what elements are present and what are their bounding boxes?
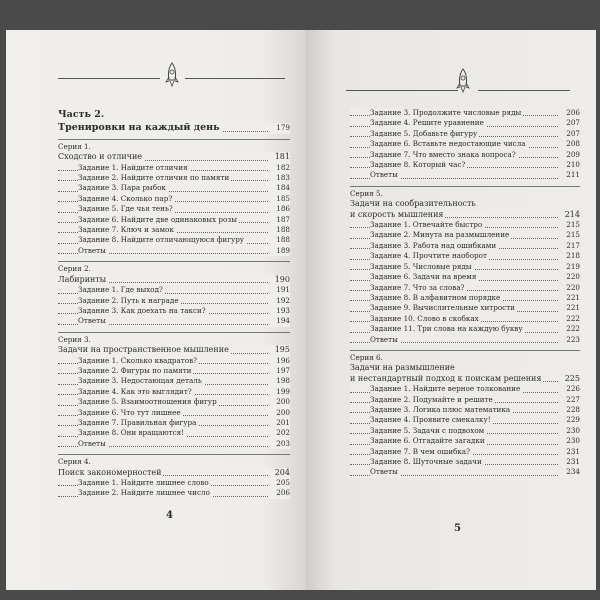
right-page <box>306 30 596 590</box>
toc-task-row[interactable] <box>350 467 580 477</box>
series-title-line: Задачи на размышление <box>350 363 455 373</box>
toc-entry-text: Задание 1. Где выход? <box>78 285 163 295</box>
toc-page-number: 218 <box>566 251 580 261</box>
toc-task-row[interactable] <box>350 314 580 324</box>
book-spread <box>6 30 596 590</box>
toc-page-number: 200 <box>276 407 290 417</box>
toc-entry-text: Задание 6. Отгадайте загадки <box>370 436 485 446</box>
toc-task-row[interactable] <box>350 272 580 282</box>
toc-entry-text: Задание 4. Прочтите наоборот <box>370 251 487 261</box>
series-label: Серия 6. <box>350 352 383 362</box>
toc-page-number: 231 <box>566 457 580 466</box>
toc-page-number: 182 <box>276 162 290 172</box>
toc-page-number: 199 <box>276 386 290 396</box>
toc-page-number: 225 <box>564 373 580 383</box>
toc-entry-text: Задание 3. Как доехать на такси? <box>78 305 206 315</box>
series-label: Серия 4. <box>58 457 91 467</box>
toc-task-row[interactable] <box>58 397 290 407</box>
toc-entry-text: Ответы <box>370 170 398 180</box>
header-rule-left <box>58 78 160 79</box>
rocket-icon <box>454 68 472 94</box>
toc-task-row[interactable] <box>58 173 290 183</box>
toc-page-number: 193 <box>276 305 290 315</box>
toc-entry-text: Задание 5. Добавьте фигуру <box>370 128 478 138</box>
series-divider <box>58 454 290 455</box>
toc-page-number: 186 <box>276 204 290 214</box>
table-of-contents-right <box>350 108 580 478</box>
table-of-contents-left <box>58 110 290 499</box>
toc-entry-text: Ответы <box>78 245 106 255</box>
toc-task-row[interactable] <box>350 230 580 240</box>
toc-task-row[interactable] <box>58 306 290 316</box>
toc-task-row[interactable] <box>350 160 580 170</box>
series-divider <box>350 350 580 351</box>
toc-page-number: 208 <box>566 139 580 149</box>
toc-entry-text: Задание 5. Взаимоотношения фигур <box>78 397 217 407</box>
toc-page-number: 204 <box>274 467 290 477</box>
toc-page-number: 215 <box>566 220 580 230</box>
toc-page-number: 184 <box>276 183 290 193</box>
toc-page-number: 221 <box>566 303 580 313</box>
toc-page-number: 214 <box>564 209 580 219</box>
toc-page-number: 227 <box>566 394 580 404</box>
toc-entry-text: Задание 7. Что за слова? <box>370 282 465 292</box>
toc-page-number: 231 <box>566 446 580 456</box>
toc-page-number: 221 <box>566 292 580 302</box>
toc-entry-text: Задание 4. Решите уравнение <box>370 118 484 128</box>
toc-entry-text: Задание 1. Отвечайте быстро <box>370 220 483 230</box>
toc-page-number: 229 <box>566 415 580 425</box>
page-number-right: 5 <box>454 523 461 534</box>
toc-task-row[interactable] <box>350 324 580 334</box>
toc-task-row[interactable] <box>58 296 290 306</box>
toc-entry-text: Поиск закономерностей <box>58 467 162 477</box>
toc-task-row[interactable] <box>350 335 580 345</box>
toc-task-row[interactable] <box>58 488 290 498</box>
toc-series-title-row[interactable] <box>58 468 290 478</box>
toc-entry-text: Ответы <box>78 316 106 326</box>
toc-task-row[interactable] <box>58 387 290 397</box>
toc-page-number: 209 <box>566 149 580 159</box>
toc-task-row[interactable] <box>58 316 290 326</box>
toc-entry-text: Задание 2. Фигуры по памяти <box>78 365 192 375</box>
toc-entry-text: Задание 6. Вставьте недостающие числа <box>370 139 526 149</box>
toc-page-number: 194 <box>276 316 290 326</box>
toc-entry-text: Задание 7. В чем ошибка? <box>370 446 470 456</box>
toc-entry-text: Задание 8. Найдите отличающуюся фигуру <box>78 235 245 245</box>
toc-task-row[interactable] <box>58 418 290 428</box>
toc-entry-text: Задание 6. Что тут лишнее <box>78 407 181 417</box>
toc-page-number: 201 <box>276 417 290 427</box>
toc-page-number: 222 <box>566 313 580 323</box>
toc-task-row[interactable] <box>350 426 580 436</box>
toc-task-row[interactable] <box>350 395 580 405</box>
toc-page-number: 223 <box>566 334 580 344</box>
toc-task-row[interactable] <box>58 366 290 376</box>
toc-entry-text: Задание 3. Недостающая деталь <box>78 376 202 386</box>
toc-page-number: 206 <box>276 488 290 498</box>
toc-entry-text: Задание 11. Три слова на каждую букву <box>370 324 523 334</box>
toc-task-row[interactable] <box>350 129 580 139</box>
toc-page-number: 228 <box>566 404 580 414</box>
toc-page-number: 234 <box>566 467 580 477</box>
toc-page-number: 230 <box>566 425 580 435</box>
toc-page-number: 200 <box>276 397 290 407</box>
toc-page-number: 198 <box>276 376 290 386</box>
toc-entry-text: Задание 8. Они вращаются! <box>78 428 185 438</box>
toc-page-number: 192 <box>276 295 290 305</box>
toc-entry-text: и скорость мышления <box>350 209 444 219</box>
toc-page-number: 230 <box>566 436 580 446</box>
toc-page-number: 206 <box>566 108 580 117</box>
toc-page-number: 188 <box>276 225 290 235</box>
toc-page-number: 197 <box>276 365 290 375</box>
toc-entry-text: Задание 5. Задачи с подвохом <box>370 425 485 435</box>
toc-task-row[interactable] <box>350 303 580 313</box>
toc-entry-text: Задание 3. Продолжите числовые ряды <box>370 108 522 117</box>
toc-page-number: 203 <box>276 438 290 448</box>
toc-entry-text: Задание 8. Шуточные задачи <box>370 457 482 466</box>
toc-entry-text: Ответы <box>370 334 398 344</box>
toc-entry-text: Задание 5. Числовые ряды <box>370 261 472 271</box>
toc-task-row[interactable] <box>58 225 290 235</box>
toc-entry-text: Задание 8. В алфавитном порядке <box>370 292 501 302</box>
toc-page-number: 219 <box>566 261 580 271</box>
toc-entry-text: Задание 2. Путь к награде <box>78 295 179 305</box>
toc-task-row[interactable] <box>350 293 580 303</box>
toc-task-row[interactable] <box>58 478 290 488</box>
series-label: Серия 1. <box>58 141 91 151</box>
toc-entry-text: Задачи на пространственное мышление <box>58 345 229 355</box>
toc-series-title-row[interactable] <box>58 275 290 285</box>
toc-task-row[interactable] <box>58 376 290 386</box>
toc-row[interactable] <box>58 123 290 133</box>
toc-entry-text: Задание 5. Где чья тень? <box>78 204 173 214</box>
toc-page-number: 220 <box>566 272 580 282</box>
toc-page-number: 211 <box>566 170 580 180</box>
page-ref: 179 <box>276 123 290 133</box>
toc-entry-text: Задание 6. Найдите две одинаковых розы <box>78 214 237 224</box>
toc-page-number: 187 <box>276 214 290 224</box>
toc-page-number: 196 <box>276 355 290 365</box>
toc-entry-text: Задание 8. Который час? <box>370 160 466 170</box>
toc-entry-text: Задание 10. Слово в скобках <box>370 313 479 323</box>
toc-page-number: 189 <box>276 245 290 255</box>
toc-task-row[interactable] <box>58 204 290 214</box>
series-label: Серия 2. <box>58 264 91 274</box>
toc-entry-text: Задание 1. Найдите отличия <box>78 162 188 172</box>
toc-task-row[interactable] <box>350 447 580 457</box>
page-number-left: 4 <box>166 510 173 521</box>
toc-page-number: 222 <box>566 324 580 334</box>
toc-page-number: 226 <box>566 384 580 394</box>
toc-entry-text: Задание 2. Подумайте и решите <box>370 394 493 404</box>
toc-page-number: 190 <box>274 274 290 284</box>
series-title-line: Задачи на сообразительность <box>350 199 476 209</box>
series-divider <box>58 332 290 333</box>
toc-page-number: 217 <box>566 240 580 250</box>
toc-entry-text: Задание 4. Проявите смекалку! <box>370 415 491 425</box>
series-divider <box>350 186 580 187</box>
series-divider <box>58 261 290 262</box>
toc-page-number: 202 <box>276 428 290 438</box>
toc-task-row[interactable] <box>58 439 290 449</box>
toc-task-row[interactable] <box>350 118 580 128</box>
toc-entry-text: Задание 6. Задачи на время <box>370 272 477 282</box>
toc-task-row[interactable] <box>58 428 290 438</box>
toc-task-row[interactable] <box>350 251 580 261</box>
toc-entry-text: Задание 4. Как это выглядит? <box>78 386 192 396</box>
toc-page-number: 220 <box>566 282 580 292</box>
toc-entry-text: Задание 2. Найдите отличия по памяти <box>78 173 230 183</box>
toc-page-number: 181 <box>274 152 290 162</box>
toc-entry-text: Задание 1. Найдите лишнее слово <box>78 478 209 487</box>
toc-entry-text: Лабиринты <box>58 274 107 284</box>
toc-task-row[interactable] <box>58 194 290 204</box>
toc-entry-text: Задание 4. Сколько пар? <box>78 193 173 203</box>
toc-task-row[interactable] <box>350 220 580 230</box>
toc-task-row[interactable] <box>350 262 580 272</box>
part-title: Тренировки на каждый день <box>58 123 220 134</box>
toc-entry-text: Ответы <box>78 438 106 448</box>
toc-series-title-row[interactable] <box>350 374 580 384</box>
toc-series-title-row[interactable] <box>58 152 290 162</box>
toc-task-row[interactable] <box>58 183 290 193</box>
toc-entry-text: Задание 7. Правильная фигура <box>78 417 197 427</box>
toc-entry-text: Задание 2. Минута на размышление <box>370 230 510 240</box>
toc-page-number: 195 <box>274 345 290 355</box>
toc-entry-text: Задание 9. Вычислительные хитрости <box>370 303 515 313</box>
series-label: Серия 3. <box>58 334 91 344</box>
toc-entry-text: и нестандартный подход к поискам решения <box>350 373 542 383</box>
toc-task-row[interactable] <box>350 283 580 293</box>
toc-page-number: 188 <box>276 235 290 245</box>
toc-entry-text: Задание 3. Логика плюс математика <box>370 404 511 414</box>
toc-page-number: 191 <box>276 285 290 295</box>
toc-entry-text: Задание 3. Пара рыбок <box>78 183 166 193</box>
toc-task-row[interactable] <box>350 415 580 425</box>
part-label: Часть 2. <box>58 109 105 120</box>
toc-page-number: 207 <box>566 128 580 138</box>
toc-entry-text: Ответы <box>370 467 398 477</box>
toc-entry-text: Задание 7. Что вместо знака вопроса? <box>370 149 516 159</box>
toc-series-title-row[interactable] <box>350 210 580 220</box>
toc-page-number: 210 <box>566 160 580 170</box>
toc-task-row[interactable] <box>58 246 290 256</box>
toc-page-number: 185 <box>276 193 290 203</box>
toc-task-row[interactable] <box>350 436 580 446</box>
toc-series-title-row[interactable] <box>58 345 290 355</box>
toc-task-row[interactable] <box>58 235 290 245</box>
toc-task-row[interactable] <box>350 150 580 160</box>
toc-task-row[interactable] <box>58 163 290 173</box>
left-page <box>6 30 306 590</box>
header-rule-right <box>185 78 285 79</box>
toc-task-row[interactable] <box>350 139 580 149</box>
header-rule-right <box>478 90 570 91</box>
toc-task-row[interactable] <box>58 408 290 418</box>
toc-task-row[interactable] <box>58 215 290 225</box>
toc-task-row[interactable] <box>350 241 580 251</box>
toc-entry-text: Задание 1. Сколько квадратов? <box>78 355 197 365</box>
rocket-icon <box>163 62 181 88</box>
toc-entry-text: Задание 3. Работа над ошибками <box>370 240 497 250</box>
header-rule-left <box>346 90 458 91</box>
toc-page-number: 215 <box>566 230 580 240</box>
toc-entry-text: Задание 1. Найдите верное толкование <box>370 384 521 394</box>
toc-task-row[interactable] <box>58 356 290 366</box>
toc-page-number: 207 <box>566 118 580 128</box>
toc-entry-text: Сходство и отличие <box>58 152 143 162</box>
toc-task-row[interactable] <box>350 457 580 467</box>
toc-task-row[interactable] <box>350 108 580 118</box>
series-label: Серия 5. <box>350 188 383 198</box>
toc-entry-text: Задание 7. Ключ и замок <box>78 225 174 235</box>
toc-task-row[interactable] <box>350 384 580 394</box>
toc-entry-text: Задание 2. Найдите лишнее число <box>78 488 210 498</box>
toc-page-number: 183 <box>276 173 290 183</box>
series-divider <box>58 139 290 140</box>
toc-task-row[interactable] <box>350 405 580 415</box>
toc-page-number: 205 <box>276 478 290 487</box>
toc-task-row[interactable] <box>350 170 580 180</box>
toc-task-row[interactable] <box>58 285 290 295</box>
